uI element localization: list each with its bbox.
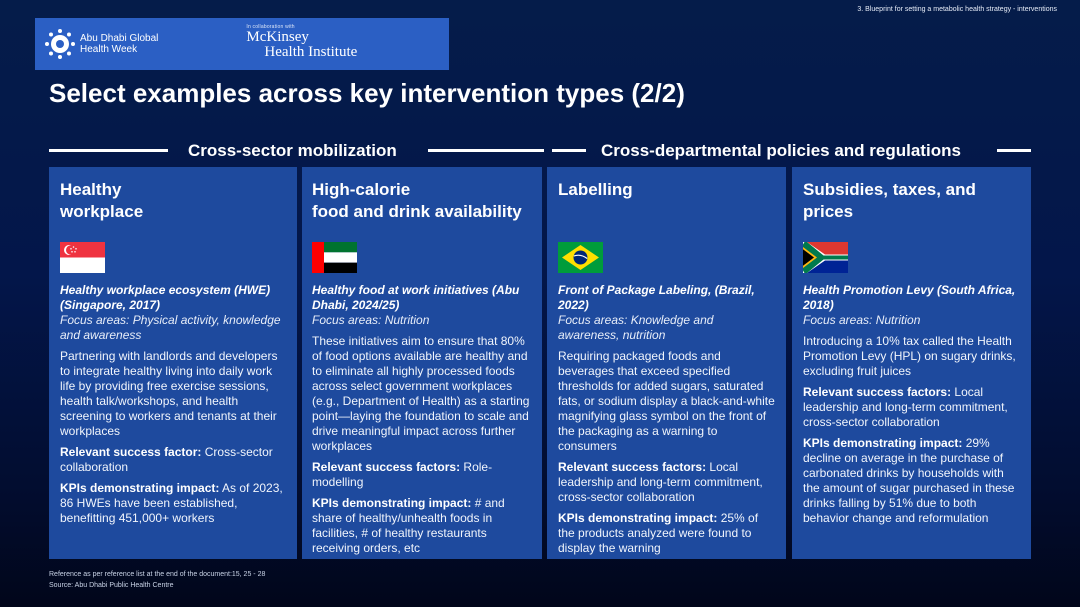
card-labelling bbox=[547, 167, 786, 559]
success-factor-label: Relevant success factors: bbox=[312, 460, 461, 474]
card-title-line2: prices bbox=[803, 202, 854, 221]
initiative-description: Requiring packaged foods and beverages that exceed specified thresholds for added sugars, saturated fats, or sodium display a black-and-white magnifying glass symbol on the front of the packaging as a warning to consumers bbox=[558, 349, 775, 453]
success-factor-label: Relevant success factors: bbox=[558, 460, 707, 474]
focus-areas: Focus areas: Knowledge and awareness, nutrition bbox=[558, 313, 714, 342]
kpi-text: 25% of the products analyzed were found to display the warning bbox=[558, 511, 759, 555]
success-factor-text: Local leadership and long-term commitment, cross-sector collaboration bbox=[558, 460, 763, 504]
card-title-line1: High-calorie bbox=[312, 180, 411, 199]
card-high-calorie-food bbox=[302, 167, 542, 559]
uae-flag-icon bbox=[312, 242, 357, 273]
south-africa-flag-icon bbox=[803, 242, 848, 273]
kpi-impact bbox=[558, 511, 777, 556]
initiative-name: Healthy food at work initiatives (Abu Dhabi, 2024/25) bbox=[312, 283, 520, 312]
success-factor-label: Relevant success factor: bbox=[60, 445, 202, 459]
success-factor bbox=[60, 445, 288, 475]
page-title: Select examples across key intervention types (2/2) bbox=[49, 78, 685, 108]
card-title-line2: food and drink availability bbox=[312, 202, 522, 221]
card-title-line1: Healthy bbox=[60, 180, 122, 199]
adghw-logo bbox=[44, 28, 158, 60]
card-healthy-workplace bbox=[49, 167, 297, 559]
kpi-label: KPIs demonstrating impact: bbox=[312, 496, 472, 510]
kpi-text: 29% decline on average in the purchase of carbonated drinks by households with the amount of sugar purchased in these drinks falling by 51% due to both behavior change and reformulation bbox=[803, 436, 1015, 525]
section-left-line-a bbox=[49, 149, 168, 152]
kpi-text: # and share of healthy/unhealth foods in facilities, # of healthy restaurants receiving orders, etc bbox=[312, 496, 505, 555]
card-title-line1: Labelling bbox=[558, 180, 633, 199]
mckinsey-collab-text: In collaboration with bbox=[246, 24, 295, 30]
focus-areas: Focus areas: Nutrition bbox=[803, 313, 921, 327]
card-title-line2: workplace bbox=[60, 202, 144, 221]
kpi-text: As of 2023, 86 HWEs have been established, benefitting 451,000+ workers bbox=[60, 481, 283, 525]
section-headers bbox=[49, 140, 1031, 160]
mckinsey-name: McKinsey bbox=[246, 29, 309, 45]
section-right-line-a bbox=[552, 149, 586, 152]
brazil-flag-icon bbox=[558, 242, 603, 273]
kpi-label: KPIs demonstrating impact: bbox=[60, 481, 220, 495]
section-left-line-b bbox=[428, 149, 544, 152]
kpi-label: KPIs demonstrating impact: bbox=[803, 436, 963, 450]
initiative-name: Health Promotion Levy (South Africa, 2018) bbox=[803, 283, 1016, 312]
success-factor bbox=[803, 385, 1019, 430]
card-title bbox=[558, 179, 777, 223]
success-factor-label: Relevant success factors: bbox=[803, 385, 952, 399]
section-left-label: Cross-sector mobilization bbox=[188, 141, 397, 160]
logo-banner bbox=[35, 18, 449, 70]
kpi-label: KPIs demonstrating impact: bbox=[558, 511, 718, 525]
section-right-label: Cross-departmental policies and regulations bbox=[601, 141, 961, 160]
success-factor bbox=[558, 460, 777, 505]
success-factor-text: Role-modelling bbox=[312, 460, 493, 489]
section-right-line-b bbox=[997, 149, 1031, 152]
initiative-name: Front of Package Labeling, (Brazil, 2022) bbox=[558, 283, 755, 312]
kpi-impact bbox=[60, 481, 288, 526]
kpi-impact bbox=[803, 436, 1019, 526]
kpi-impact bbox=[312, 496, 533, 556]
adghw-name-line2: Health Week bbox=[80, 44, 138, 55]
page-header-note: 3. Blueprint for setting a metabolic health strategy - interventions bbox=[857, 6, 1057, 13]
footer-source: Source: Abu Dhabi Public Health Centre bbox=[49, 582, 174, 589]
mckinsey-logo bbox=[246, 24, 357, 60]
focus-areas: Focus areas: Physical activity, knowledge and awareness bbox=[60, 313, 281, 342]
initiative-description: Introducing a 10% tax called the Health Promotion Levy (HPL) on sugary drinks, excluding fruit juices bbox=[803, 334, 1016, 378]
globe-dots-icon bbox=[44, 28, 76, 60]
initiative-description: Partnering with landlords and developers to integrate healthy living into daily work life by providing free exercise sessions, health talk/workshops, and health screening to workers and tenants at their workplaces bbox=[60, 349, 278, 438]
success-factor-text: Local leadership and long-term commitment, cross-sector collaboration bbox=[803, 385, 1008, 429]
success-factor bbox=[312, 460, 533, 490]
card-title bbox=[803, 179, 1019, 223]
adghw-name-line1: Abu Dhabi Global bbox=[80, 33, 159, 44]
mckinsey-institute: Health Institute bbox=[264, 44, 358, 60]
card-title bbox=[60, 179, 288, 223]
initiative-name: Healthy workplace ecosystem (HWE) (Singapore, 2017) bbox=[60, 283, 271, 312]
focus-areas: Focus areas: Nutrition bbox=[312, 313, 430, 327]
card-title-line1: Subsidies, taxes, and bbox=[803, 180, 976, 199]
success-factor-text: Cross-sector collaboration bbox=[60, 445, 273, 474]
singapore-flag-icon bbox=[60, 242, 105, 273]
card-subsidies-taxes bbox=[792, 167, 1031, 559]
footer-reference: Reference as per reference list at the end of the document:15, 25 - 28 bbox=[49, 571, 266, 578]
card-title bbox=[312, 179, 533, 223]
initiative-description: These initiatives aim to ensure that 80% of food options available are healthy and to eliminate all highly processed foods across select government workplaces (e.g., Department of Health) as a starting point—laying the foundation to scale and drive meaningful impact across further workplaces bbox=[312, 334, 530, 453]
